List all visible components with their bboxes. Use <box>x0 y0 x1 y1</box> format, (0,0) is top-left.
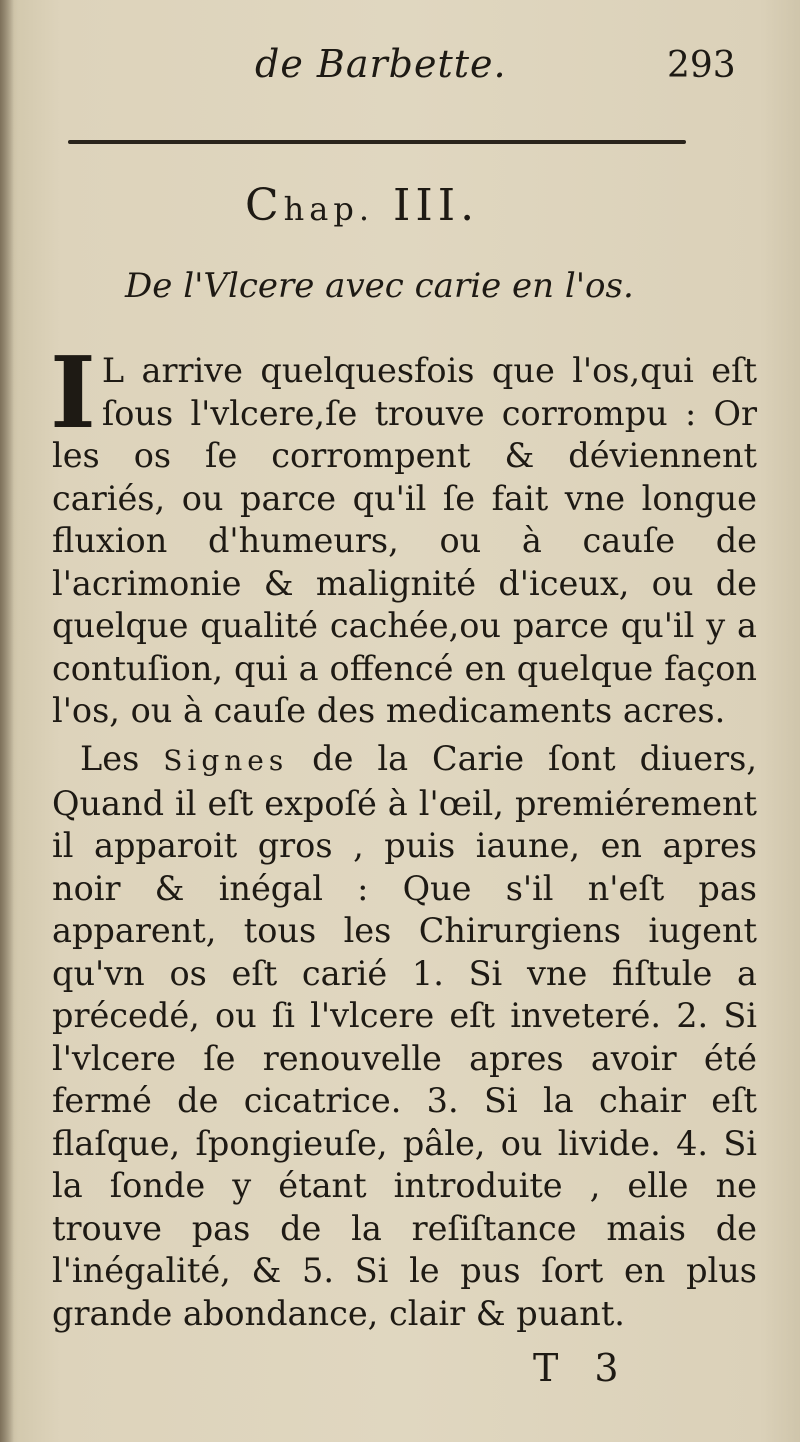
binding-shadow <box>0 0 14 1442</box>
running-title: de Barbette. <box>255 42 507 86</box>
header-rule <box>68 140 686 144</box>
chapter-label-initial: C <box>245 180 284 231</box>
signes-smallcaps: Signes <box>163 744 289 777</box>
chapter-label-rest: hap. <box>283 190 375 228</box>
paragraph-1-text: L arrive quelquesfois que l'os,qui eſt ſous l'vlcere,ſe trouve corrompu : Or les os ſe corrompent & déviennent cariés, ou parce qu'il ſe fait vne longue fluxion d'humeurs, ou à cauſe de l'acrimonie & malignité d'iceux, ou de quelque qualité cachée,ou parce qu'il y a contuſion, qui a offencé en quelque façon l'os, ou à cauſe des medicaments acres. <box>52 351 757 730</box>
paragraph-1 <box>50 336 757 733</box>
paragraph-2 <box>52 738 757 1335</box>
chapter-subtitle: De l'Vlcere avec carie en l'os. <box>125 266 634 306</box>
paragraph-2-text: de la Carie ſont diuers, Quand il eſt expoſé à l'œil, premiérement il apparoit gros , puis iaune, en apres noir & inégal : Que s'il n'eſt pas apparent, tous les Chirurgiens iugent qu'vn os eſt carié 1. Si vne fiſtule a précedé, ou ſi l'vlcere eſt inveteré. 2. Si l'vlcere ſe renouvelle apres avoir été fermé de cicatrice. 3. Si la chair eſt flaſque, ſpongieuſe, pâle, ou livide. 4. Si la ſonde y étant introduite , elle ne trouve pas de la reſiſtance mais de l'inégalité, & 5. Si le pus ſort en plus grande abondance, clair & puant. <box>52 739 757 1333</box>
signature-mark: T 3 <box>533 1346 631 1390</box>
paragraph-2-lead: Les <box>80 739 164 778</box>
drop-capital: I <box>50 336 96 451</box>
chapter-number: III. <box>393 180 480 231</box>
chapter-heading <box>245 180 479 231</box>
page-number: 293 <box>667 45 736 86</box>
